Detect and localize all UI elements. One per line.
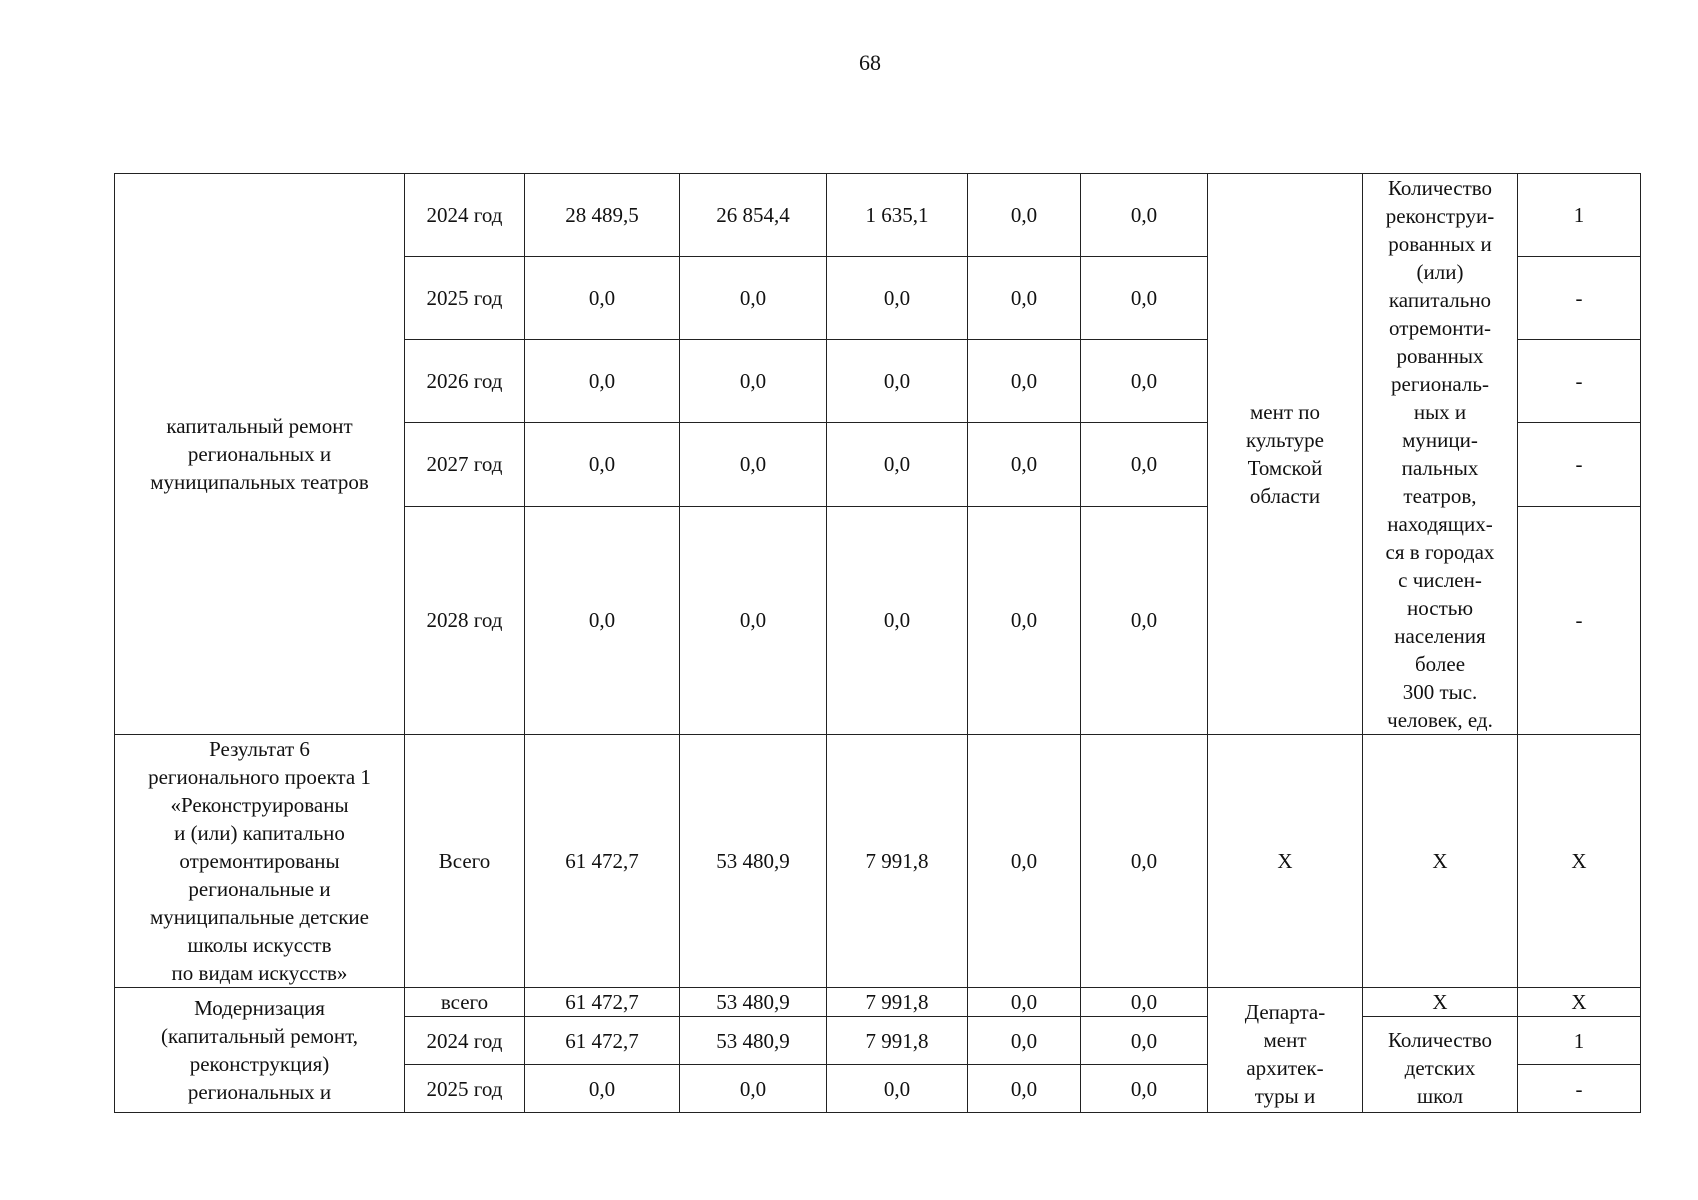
target-value-cell: - — [1518, 1065, 1641, 1113]
year-cell: 2025 год — [405, 257, 525, 340]
federal-cell: 0,0 — [680, 506, 827, 734]
federal-cell: 0,0 — [680, 340, 827, 423]
federal-cell: 0,0 — [680, 1065, 827, 1113]
local-cell: 0,0 — [968, 1065, 1081, 1113]
other-cell: 0,0 — [1081, 257, 1208, 340]
target-value-cell: 1 — [1518, 174, 1641, 257]
regional-cell: 0,0 — [827, 340, 968, 423]
regional-cell: 0,0 — [827, 423, 968, 506]
executor-cell: Департа- мент архитек- туры и — [1208, 988, 1363, 1113]
local-cell: 0,0 — [968, 423, 1081, 506]
year-cell: 2024 год — [405, 1017, 525, 1065]
regional-cell: 7 991,8 — [827, 988, 968, 1017]
federal-cell: 0,0 — [680, 257, 827, 340]
total-cell: 28 489,5 — [525, 174, 680, 257]
year-cell: 2027 год — [405, 423, 525, 506]
federal-cell: 0,0 — [680, 423, 827, 506]
event-label: Модернизация (капитальный ремонт, реконструкция) региональных и — [115, 988, 405, 1113]
indicator-cell: Х — [1363, 735, 1518, 988]
year-cell: 2025 год — [405, 1065, 525, 1113]
regional-cell: 0,0 — [827, 506, 968, 734]
regional-cell: 0,0 — [827, 1065, 968, 1113]
table-row — [115, 174, 1641, 257]
regional-cell: 7 991,8 — [827, 735, 968, 988]
federal-cell: 26 854,4 — [680, 174, 827, 257]
local-cell: 0,0 — [968, 257, 1081, 340]
year-cell: Всего — [405, 735, 525, 988]
other-cell: 0,0 — [1081, 1065, 1208, 1113]
federal-cell: 53 480,9 — [680, 1017, 827, 1065]
other-cell: 0,0 — [1081, 174, 1208, 257]
table-row — [115, 735, 1641, 988]
local-cell: 0,0 — [968, 174, 1081, 257]
indicator-cell: Количество детских школ — [1363, 1017, 1518, 1113]
other-cell: 0,0 — [1081, 1017, 1208, 1065]
other-cell: 0,0 — [1081, 735, 1208, 988]
executor-cell: мент по культуре Томской области — [1208, 174, 1363, 735]
target-value-cell: - — [1518, 423, 1641, 506]
year-cell: всего — [405, 988, 525, 1017]
indicator-cell: Количество реконструи- рованных и (или) капитально отремонти- рованных региональ- ных и муници- пальных театров, находящих- ся в городах с числен- ностью населения более 300 тыс. человек, ед. — [1363, 174, 1518, 735]
target-value-cell: Х — [1518, 988, 1641, 1017]
regional-cell: 7 991,8 — [827, 1017, 968, 1065]
total-cell: 0,0 — [525, 506, 680, 734]
year-cell: 2024 год — [405, 174, 525, 257]
local-cell: 0,0 — [968, 1017, 1081, 1065]
target-value-cell: Х — [1518, 735, 1641, 988]
target-value-cell: 1 — [1518, 1017, 1641, 1065]
regional-cell: 0,0 — [827, 257, 968, 340]
local-cell: 0,0 — [968, 735, 1081, 988]
indicator-cell: Х — [1363, 988, 1518, 1017]
event-label: капитальный ремонт региональных и муниципальных театров — [115, 174, 405, 735]
other-cell: 0,0 — [1081, 988, 1208, 1017]
year-cell: 2026 год — [405, 340, 525, 423]
total-cell: 0,0 — [525, 1065, 680, 1113]
year-cell: 2028 год — [405, 506, 525, 734]
target-value-cell: - — [1518, 257, 1641, 340]
page-number: 68 — [859, 50, 881, 75]
total-cell: 61 472,7 — [525, 735, 680, 988]
other-cell: 0,0 — [1081, 340, 1208, 423]
regional-cell: 1 635,1 — [827, 174, 968, 257]
target-value-cell: - — [1518, 506, 1641, 734]
total-cell: 0,0 — [525, 340, 680, 423]
local-cell: 0,0 — [968, 506, 1081, 734]
target-value-cell: - — [1518, 340, 1641, 423]
total-cell: 0,0 — [525, 423, 680, 506]
other-cell: 0,0 — [1081, 423, 1208, 506]
total-cell: 61 472,7 — [525, 988, 680, 1017]
total-cell: 0,0 — [525, 257, 680, 340]
local-cell: 0,0 — [968, 340, 1081, 423]
budget-table — [114, 173, 1641, 1113]
result-label: Результат 6 регионального проекта 1 «Реконструированы и (или) капитально отремонтированы региональные и муниципальные детские школы искусств по видам искусств» — [115, 735, 405, 988]
total-cell: 61 472,7 — [525, 1017, 680, 1065]
federal-cell: 53 480,9 — [680, 735, 827, 988]
table-row — [115, 988, 1641, 1017]
other-cell: 0,0 — [1081, 506, 1208, 734]
federal-cell: 53 480,9 — [680, 988, 827, 1017]
executor-cell: Х — [1208, 735, 1363, 988]
local-cell: 0,0 — [968, 988, 1081, 1017]
